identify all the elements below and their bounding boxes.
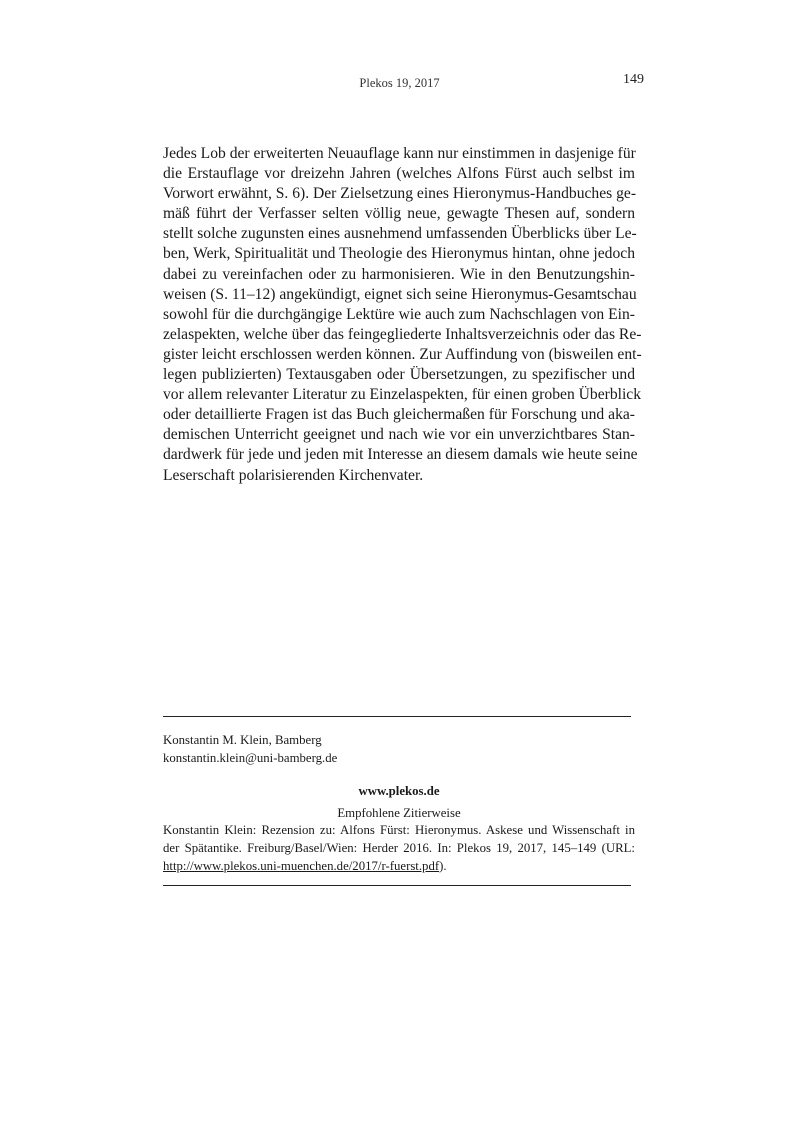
paragraph-line: oder detaillierte Fragen ist das Buch gleichermaßen für Forschung und aka- [163, 406, 635, 424]
author-email[interactable]: konstantin.klein@uni-bamberg.de [163, 750, 338, 765]
running-head: Plekos 19, 2017 [359, 76, 440, 90]
citation-line: der Spätantike. Freiburg/Basel/Wien: Herder 2016. In: Plekos 19, 2017, 145–149 (URL: [163, 840, 635, 855]
paragraph-line: legen publizierten) Textausgaben oder Übersetzungen, zu spezifischer und [163, 366, 635, 384]
paragraph-line: zelaspekten, welche über das feingegliederte Inhaltsverzeichnis oder das Re- [163, 325, 642, 343]
paragraph-line: mäß führt der Verfasser selten völlig neue, gewagte Thesen auf, sondern [163, 205, 635, 223]
citation-heading: Empfohlene Zitierweise [337, 806, 461, 820]
paragraph-line: stellt solche zugunsten eines ausnehmend umfassenden Überblicks über Le- [163, 225, 637, 243]
page-number: 149 [623, 72, 644, 87]
paragraph-line: demischen Unterricht geeignet und nach wie vor ein unverzichtbares Stan- [163, 426, 635, 444]
footer-top-rule [163, 716, 631, 717]
footer-bottom-rule [163, 885, 631, 886]
paragraph-line: Vorwort erwähnt, S. 6). Der Zielsetzung eines Hieronymus-Handbuches ge- [163, 185, 637, 203]
paragraph-line: ben, Werk, Spiritualität und Theologie des Hieronymus hintan, ohne jedoch [163, 245, 635, 263]
paragraph-line: dardwerk für jede und jeden mit Interesse an diesem damals wie heute seine [163, 446, 638, 464]
paragraph-line: die Erstauflage vor dreizehn Jahren (welches Alfons Fürst auch selbst im [163, 165, 635, 183]
citation-line [163, 858, 635, 876]
citation-line: Konstantin Klein: Rezension zu: Alfons Fürst: Hieronymus. Askese und Wissenschaft in [163, 823, 635, 837]
site-link[interactable]: www.plekos.de [358, 784, 440, 798]
review-paragraph [163, 144, 642, 486]
citation-block [163, 822, 635, 875]
paragraph-line: sowohl für die durchgängige Lektüre wie auch zum Nachschlagen von Ein- [163, 305, 635, 323]
paragraph-line: gister leicht erschlossen werden können. Zur Auffindung von (bisweilen ent- [163, 345, 642, 363]
paragraph-line: vor allem relevanter Literatur zu Einzelaspekten, für einen groben Überblick [163, 386, 641, 404]
paragraph-line: dabei zu vereinfachen oder zu harmonisieren. Wie in den Benutzungshin- [163, 265, 635, 283]
paragraph-line: Leserschaft polarisierenden Kirchenvater. [163, 466, 424, 484]
citation-url-link[interactable]: http://www.plekos.uni-muenchen.de/2017/r-fuerst.pdf [163, 858, 440, 873]
paragraph-line: Jedes Lob der erweiterten Neuauflage kann nur einstimmen in dasjenige für [163, 145, 636, 162]
citation-end: ). [439, 858, 447, 873]
author-name: Konstantin M. Klein, Bamberg [163, 733, 322, 747]
paragraph-line: weisen (S. 11–12) angekündigt, eignet sich seine Hieronymus-Gesamtschau [163, 285, 637, 303]
author-block [163, 732, 337, 767]
